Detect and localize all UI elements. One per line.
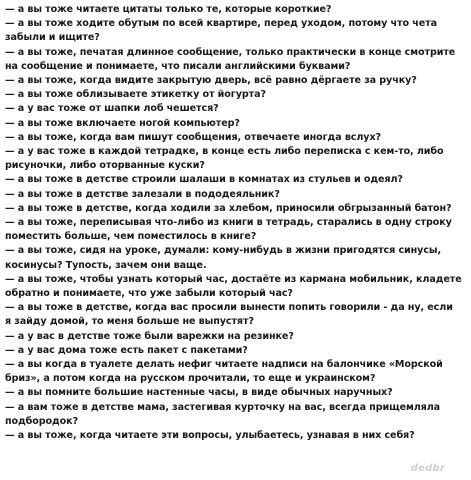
text-line: косинусы? Тупость, зачем они ваще.	[5, 259, 207, 271]
text-line: — а вы тоже, сидя на уроке, думали: кому-нибудь в жизни пригодятся синусы,	[5, 245, 442, 257]
text-line: бриз», а потом когда на русском прочитали, то еще и украинском?	[5, 373, 376, 385]
text-line: — а вы тоже в детстве, когда вас просили вынести попить говорили - да ну, если	[5, 302, 453, 314]
text-line: подбородок?	[5, 415, 79, 427]
text-line: обратно и понимаете, что уже забыли который час?	[5, 288, 293, 300]
text-line: — а вы помните большие настенные часы, в виде обычных наручных?	[5, 387, 393, 399]
text-line: рисуночки, либо оторванные куски?	[5, 160, 205, 172]
text-line: — а вы тоже, чтобы узнать который час, достаёте из кармана мобильник, кладете	[5, 273, 462, 285]
text-line: — а у вас в детстве тоже были варежки на резинке?	[5, 330, 294, 342]
text-line: — а у вас тоже от шапки лоб чешется?	[5, 103, 219, 115]
text-line: — а вы тоже в детстве залезали в пододеяльник?	[5, 188, 280, 200]
text-line: — а у вас тоже в каждой тетрадке, в конце есть либо переписка с кем-то, либо	[5, 146, 444, 158]
text-line: на сообщение и понимаете, что писали английскими буквами?	[5, 60, 351, 72]
text-line: — а вы тоже включаете ногой компьютер?	[5, 117, 240, 129]
text-line: — а вы тоже, когда видите закрытую дверь, всё равно дёргаете за ручку?	[5, 75, 417, 87]
text-line: забыли и ищите?	[5, 32, 100, 44]
question-list	[5, 3, 467, 443]
text-line: — а вы тоже, когда читаете эти вопросы, улыбаетесь, узнавая в них себя?	[5, 430, 415, 442]
text-line: — а вы тоже, печатая длинное сообщение, только практически в конце смотрите	[5, 46, 456, 58]
text-line: — а вы тоже ходите обутым по всей квартире, перед уходом, потому что чета	[5, 18, 437, 30]
text-line: — а вам тоже в детстве мама, застегивая курточку на вас, всегда прищемляла	[5, 401, 441, 413]
text-line: — а вы тоже в детстве, когда ходили за хлебом, приносили обгрызанный батон?	[5, 202, 452, 214]
text-line: — а у вас дома тоже есть пакет с пакетами?	[5, 344, 248, 356]
watermark: dedbr	[410, 463, 445, 474]
text-line: я зайду домой, то меня больше не выпустят?	[5, 316, 254, 328]
text-line: поместить больше, чем поместилось в книге?	[5, 231, 257, 243]
text-line: — а вы тоже, когда вам пишут сообщения, отвечаете иногда вслух?	[5, 131, 382, 143]
text-line: — а вы тоже облизываете этикетку от йогурта?	[5, 89, 266, 101]
text-line: — а вы когда в туалете делать нефиг читаете надписи на балончике «Морской	[5, 359, 443, 371]
text-line: — а вы тоже читаете цитаты только те, которые короткие?	[5, 4, 332, 15]
text-line: — а вы тоже в детстве строили шалаши в комнатах из стульев и одеял?	[5, 174, 403, 186]
text-line: — а вы тоже, переписывая что-либо из книги в тетрадь, старались в одну строку	[5, 217, 452, 229]
